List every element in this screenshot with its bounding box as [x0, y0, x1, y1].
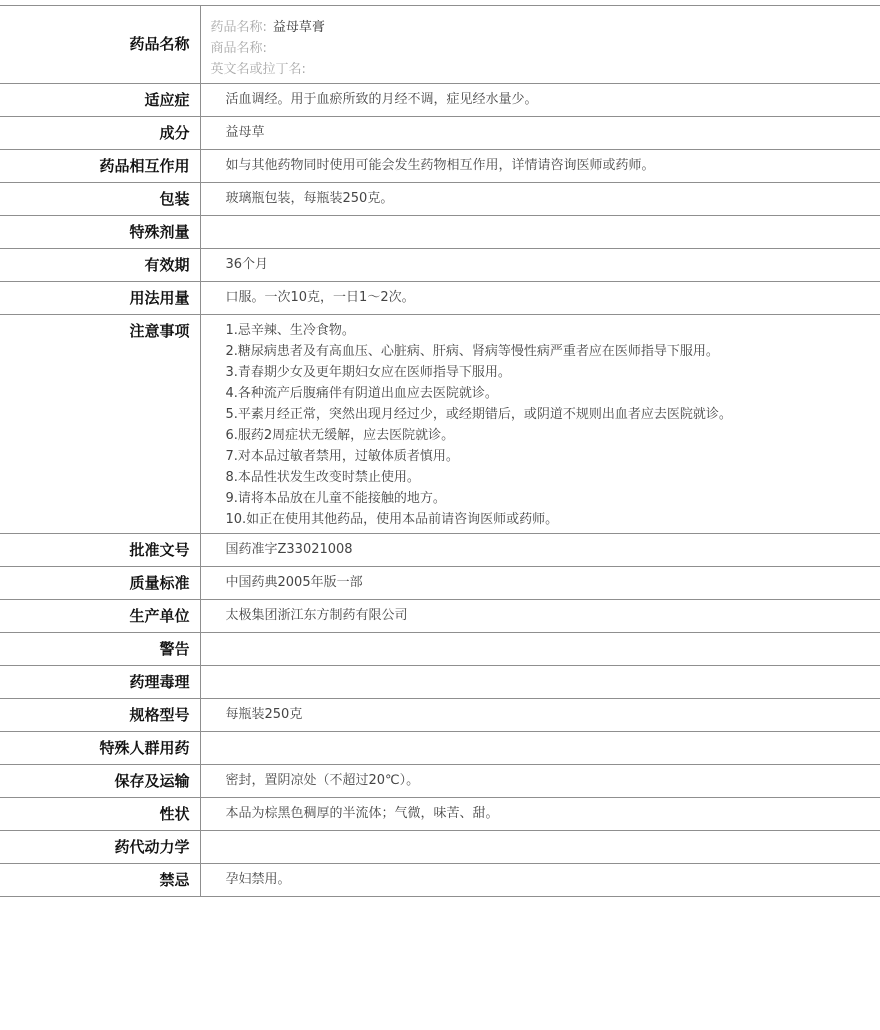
pharmacokinetics-value [200, 831, 880, 864]
contraindications-value: 孕妇禁用。 [225, 872, 291, 887]
latin-name-key: 英文名或拉丁名: [210, 62, 306, 77]
precaution-item: 10.如正在使用其他药品，使用本品前请咨询医师或药师。 [225, 512, 559, 527]
pharmacokinetics-label: 药代动力学 [0, 831, 200, 864]
specification-value: 每瓶装250克 [225, 707, 303, 722]
ingredients-label: 成分 [0, 117, 200, 150]
precaution-item: 2.糖尿病患者及有高血压、心脏病、肝病、肾病等慢性病严重者应在医师指导下服用。 [225, 344, 719, 359]
trade-name-key: 商品名称: [210, 41, 267, 56]
pharmacology-label: 药理毒理 [0, 666, 200, 699]
row-shelf-life [0, 249, 880, 282]
packaging-label: 包装 [0, 183, 200, 216]
usage-label: 用法用量 [0, 282, 200, 315]
row-ingredients [0, 117, 880, 150]
row-approval-number [0, 534, 880, 567]
precaution-item: 4.各种流产后腹痛伴有阴道出血应去医院就诊。 [225, 386, 498, 401]
quality-standard-value: 中国药典2005年版一部 [225, 575, 363, 590]
usage-value: 口服。一次10克，一日1～2次。 [225, 290, 415, 305]
manufacturer-value: 太极集团浙江东方制药有限公司 [225, 608, 408, 623]
approval-number-label: 批准文号 [0, 534, 200, 567]
special-dosage-label: 特殊剂量 [0, 216, 200, 249]
row-precautions [0, 315, 880, 534]
drug-name-value [200, 6, 880, 84]
row-special-dosage [0, 216, 880, 249]
precautions-list [226, 320, 880, 530]
row-pharmacokinetics [0, 831, 880, 864]
row-pharmacology [0, 666, 880, 699]
precaution-item: 6.服药2周症状无缓解，应去医院就诊。 [225, 428, 455, 443]
precaution-item: 5.平素月经正常，突然出现月经过少，或经期错后，或阴道不规则出血者应去医院就诊。 [225, 407, 732, 422]
row-contraindications [0, 864, 880, 897]
description-label: 性状 [0, 798, 200, 831]
row-manufacturer [0, 600, 880, 633]
description-value: 本品为棕黑色稠厚的半流体；气微，味苦、甜。 [225, 806, 499, 821]
trade-name-line [211, 38, 880, 59]
row-packaging [0, 183, 880, 216]
row-description [0, 798, 880, 831]
drug-info-table [0, 5, 880, 897]
ingredients-value: 益母草 [225, 125, 265, 140]
precaution-item: 9.请将本品放在儿童不能接触的地方。 [225, 491, 446, 506]
shelf-life-value: 36个月 [225, 257, 269, 272]
manufacturer-label: 生产单位 [0, 600, 200, 633]
specification-label: 规格型号 [0, 699, 200, 732]
precautions-value [200, 315, 880, 534]
packaging-value: 玻璃瓶包装，每瓶装250克。 [225, 191, 394, 206]
shelf-life-label: 有效期 [0, 249, 200, 282]
warning-value [200, 633, 880, 666]
quality-standard-label: 质量标准 [0, 567, 200, 600]
storage-value: 密封，置阴凉处（不超过20℃）。 [225, 773, 420, 788]
precaution-item: 3.青春期少女及更年期妇女应在医师指导下服用。 [225, 365, 511, 380]
row-warning [0, 633, 880, 666]
precaution-item: 7.对本品过敏者禁用，过敏体质者慎用。 [225, 449, 459, 464]
row-drug-name [0, 6, 880, 84]
special-populations-value [200, 732, 880, 765]
row-interactions [0, 150, 880, 183]
precaution-item: 8.本品性状发生改变时禁止使用。 [225, 470, 420, 485]
pharmacology-value [200, 666, 880, 699]
drug-name-label: 药品名称 [0, 6, 200, 84]
generic-name-key: 药品名称: [210, 20, 267, 35]
precaution-item: 1.忌辛辣、生冷食物。 [225, 323, 355, 338]
indication-value: 活血调经。用于血瘀所致的月经不调，症见经水量少。 [225, 92, 538, 107]
row-special-populations [0, 732, 880, 765]
generic-name-text: 益母草膏 [272, 20, 325, 35]
row-usage [0, 282, 880, 315]
interactions-label: 药品相互作用 [0, 150, 200, 183]
row-specification [0, 699, 880, 732]
special-populations-label: 特殊人群用药 [0, 732, 200, 765]
indication-label: 适应症 [0, 84, 200, 117]
contraindications-label: 禁忌 [0, 864, 200, 897]
storage-label: 保存及运输 [0, 765, 200, 798]
warning-label: 警告 [0, 633, 200, 666]
row-quality-standard [0, 567, 880, 600]
precautions-label: 注意事项 [0, 315, 200, 534]
approval-number-value: 国药准字Z33021008 [225, 542, 353, 557]
row-indication [0, 84, 880, 117]
latin-name-line [211, 59, 880, 80]
special-dosage-value [200, 216, 880, 249]
generic-name-line [211, 17, 880, 38]
row-storage [0, 765, 880, 798]
interactions-value: 如与其他药物同时使用可能会发生药物相互作用，详情请咨询医师或药师。 [225, 158, 655, 173]
